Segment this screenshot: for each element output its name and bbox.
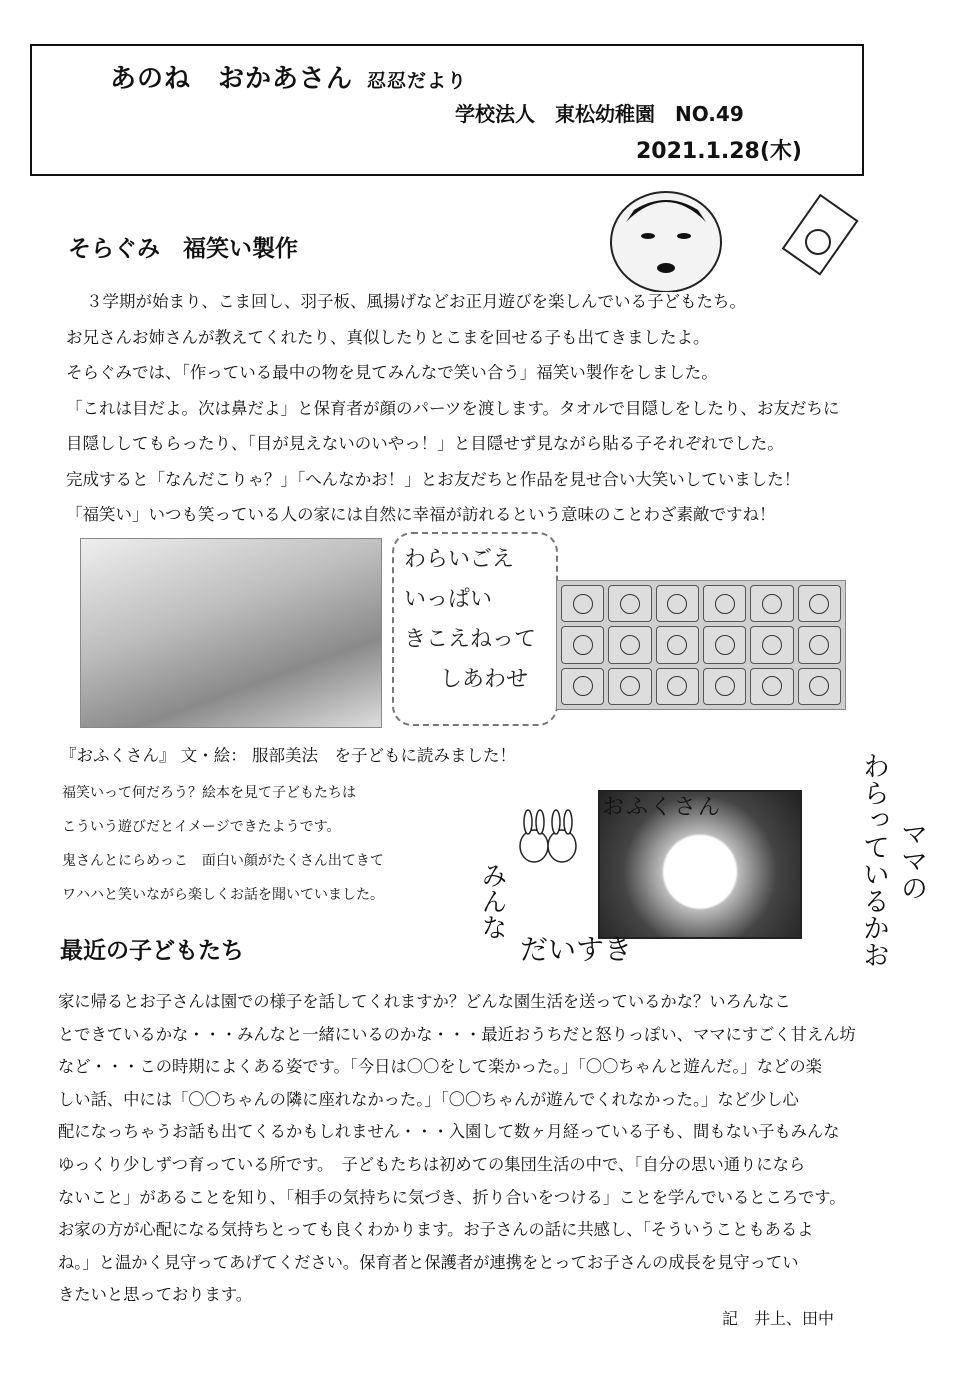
handwritten-daisuki: だいすき [520, 933, 633, 966]
hw-line: いっぱい [404, 587, 493, 612]
section2-line: など・・・この時期によくある姿です。「今日は〇〇をして楽かった。」「〇〇ちゃんと遊んだ。」などの楽 [58, 1057, 822, 1077]
section2-body [58, 986, 923, 1312]
book-desc-line: こういう遊びだとイメージできたようです。 [62, 819, 341, 835]
section2-line: きたいと思っております。 [58, 1285, 253, 1305]
section2-line: 家に帰るとお子さんは園での様子を話してくれますか？どんな園生活を送っているかな？いろんなこ [58, 992, 791, 1011]
section1-line: ３学期が始まり、こま回し、羽子板、風揚げなどお正月遊びを楽しんでいる子どもたち。 [86, 292, 746, 311]
handwritten-mama: ママの わらっているかお [858, 752, 927, 968]
otafuku-illustration-icon [598, 182, 868, 292]
hw-line: わらいごえ [404, 547, 515, 572]
book-line: 『おふくさん』 文・絵： 服部美法 を子どもに読みました！ [60, 746, 516, 765]
section1-line: 「これは目だよ。次は鼻だよ」と保育者が顔のパーツを渡します。タオルで目隠しをしたり、お友だちに [66, 398, 840, 418]
issue-date: 2021.1.28(木) [636, 139, 802, 164]
section1-heading: そらぐみ 福笑い製作 [68, 236, 298, 262]
rabbits-illustration-icon [508, 808, 588, 868]
issue-number: NO.49 [675, 102, 744, 126]
section2-line: ないこと」があることを知り、「相手の気持ちに気づき、折り合いをつける」ことを学んでいるところです。 [58, 1187, 846, 1207]
book-desc-line: 鬼さんとにらめっこ 面白い顔がたくさん出てきて [62, 853, 384, 869]
photo-fukuwarai-gallery [556, 580, 846, 710]
section2-line: しい話、中には「〇〇ちゃんの隣に座れなかった。」「〇〇ちゃんが遊んでくれなかった。」など少し心 [58, 1089, 799, 1109]
hw-line: しあわせ [440, 667, 529, 692]
section2-line: ゆっくり少しずつ育っている所です。 子どもたちは初めての集団生活の中で、「自分の思い通りになら [58, 1154, 806, 1174]
section1-line: 完成すると「なんだこりゃ？」「へんなかお！」とお友だちと作品を見せ合い大笑いしていました！ [66, 469, 801, 489]
section2-heading: 最近の子どもたち [60, 938, 244, 964]
hw-line: きこえねって [404, 627, 537, 652]
handwritten-minna: みんな [477, 862, 507, 940]
section2-line: お家の方が心配になる気持ちとっても良くわかります。お子さんの話に共感し、「そういうこともあるよ [58, 1220, 814, 1240]
author-credit: 記 井上、田中 [722, 1309, 835, 1328]
section1-line: お兄さんお姉さんが教えてくれたり、真似したりとこまを回せる子も出てきましたよ。 [66, 327, 710, 347]
section2-line: とできているかな・・・みんなと一緒にいるのかな・・・最近おうちだと怒りっぽい、ママにすごく甘えん坊 [58, 1024, 856, 1044]
book-description [62, 776, 384, 912]
section2-line: ね。」と温かく見守ってあげてください。保育者と保護者が連携をとってお子さんの成長を見守ってい [58, 1252, 799, 1272]
handwritten-card-text [404, 540, 552, 700]
school-line [455, 98, 744, 127]
section1-body [66, 284, 896, 533]
title-text: あのね おかあさん [110, 64, 354, 94]
section1-line: 目隠ししてもらったり、「目が見えないのいやっ！」と目隠せず見ながら貼る子それぞれでした。 [66, 434, 784, 453]
school-name: 学校法人 東松幼稚園 [455, 102, 655, 126]
newsletter-subtitle: 忍忍だより [367, 70, 468, 92]
book-desc-line: ワハハと笑いながら楽しくお話を聞いていました。 [62, 887, 384, 903]
photo-children-crafting [80, 538, 382, 728]
section1-line: 「福笑い」いつも笑っている人の家には自然に幸福が訪れるという意味のことわざ素敵ですね！ [66, 505, 776, 524]
section2-line: 配になっちゃうお話も出てくるかもしれません・・・入園して数ヶ月経っている子も、間もない子もみんな [58, 1122, 840, 1142]
newsletter-title [110, 58, 467, 95]
book-cover-title: おふくさん [602, 795, 723, 820]
section1-line: そらぐみでは、「作っている最中の物を見てみんなで笑い合う」福笑い製作をしました。 [66, 363, 718, 382]
book-desc-line: 福笑いって何だろう？絵本を見て子どもたちは [62, 785, 356, 801]
